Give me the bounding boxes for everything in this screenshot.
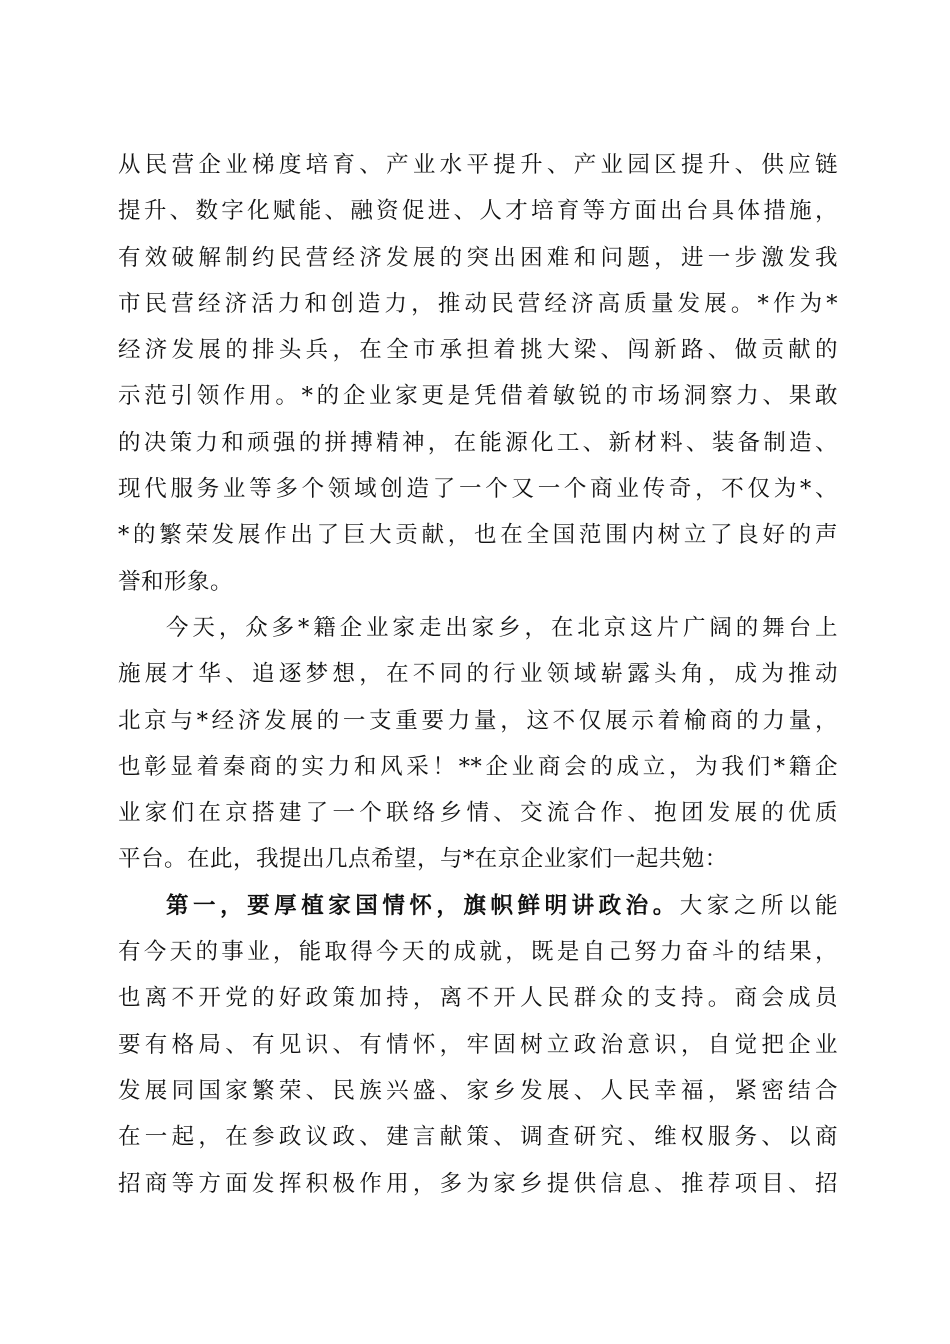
- text-line: 也彰显着秦商的实力和风采！**企业商会的成立，为我们*籍企: [118, 753, 838, 780]
- text-line: 有效破解制约民营经济发展的突出困难和问题，进一步激发我: [118, 244, 838, 271]
- paragraph-start-line: 今天，众多*籍企业家走出家乡，在北京这片广阔的舞台上: [166, 614, 838, 641]
- text-line: 也离不开党的好政策加持，离不开人民群众的支持。商会成员: [118, 985, 838, 1012]
- point-one-text: 大家之所以能: [679, 892, 838, 919]
- text-line: 招商等方面发挥积极作用，多为家乡提供信息、推荐项目、招: [118, 1170, 838, 1197]
- text-line: 要有格局、有见识、有情怀，牢固树立政治意识，自觉把企业: [118, 1031, 838, 1058]
- text-line: 从民营企业梯度培育、产业水平提升、产业园区提升、供应链: [118, 152, 838, 178]
- text-line: *的繁荣发展作出了巨大贡献，也在全国范围内树立了良好的声: [118, 522, 838, 549]
- text-line: 的决策力和顽强的拼搏精神，在能源化工、新材料、装备制造、: [118, 429, 838, 456]
- point-one-heading: 第一，要厚植家国情怀，旗帜鲜明讲政治。: [166, 892, 680, 919]
- text-line: 誉和形象。: [118, 568, 234, 595]
- text-line: 示范引领作用。*的企业家更是凭借着敏锐的市场洞察力、果敢: [118, 383, 838, 410]
- text-line: 平台。在此，我提出几点希望，与*在京企业家们一起共勉：: [118, 846, 728, 873]
- text-line: 施展才华、追逐梦想，在不同的行业领域崭露头角，成为推动: [118, 661, 838, 688]
- text-line: 有今天的事业，能取得今天的成就，既是自己努力奋斗的结果，: [118, 939, 838, 966]
- body-text: [118, 142, 838, 1207]
- text-line: 发展同国家繁荣、民族兴盛、家乡发展、人民幸福，紧密结合: [118, 1077, 838, 1104]
- text-line: 市民营经济活力和创造力，推动民营经济高质量发展。*作为*: [118, 290, 838, 317]
- text-line: 在一起，在参政议政、建言献策、调查研究、维权服务、以商: [118, 1124, 838, 1151]
- text-line: 经济发展的排头兵，在全市承担着挑大梁、闯新路、做贡献的: [118, 337, 838, 364]
- text-line: 现代服务业等多个领域创造了一个又一个商业传奇，不仅为*、: [118, 476, 838, 503]
- point-one-line: [118, 883, 838, 929]
- text-line: 提升、数字化赋能、融资促进、人才培育等方面出台具体措施，: [118, 198, 838, 225]
- text-line: 北京与*经济发展的一支重要力量，这不仅展示着榆商的力量，: [118, 707, 838, 734]
- text-line: 业家们在京搭建了一个联络乡情、交流合作、抱团发展的优质: [118, 800, 838, 827]
